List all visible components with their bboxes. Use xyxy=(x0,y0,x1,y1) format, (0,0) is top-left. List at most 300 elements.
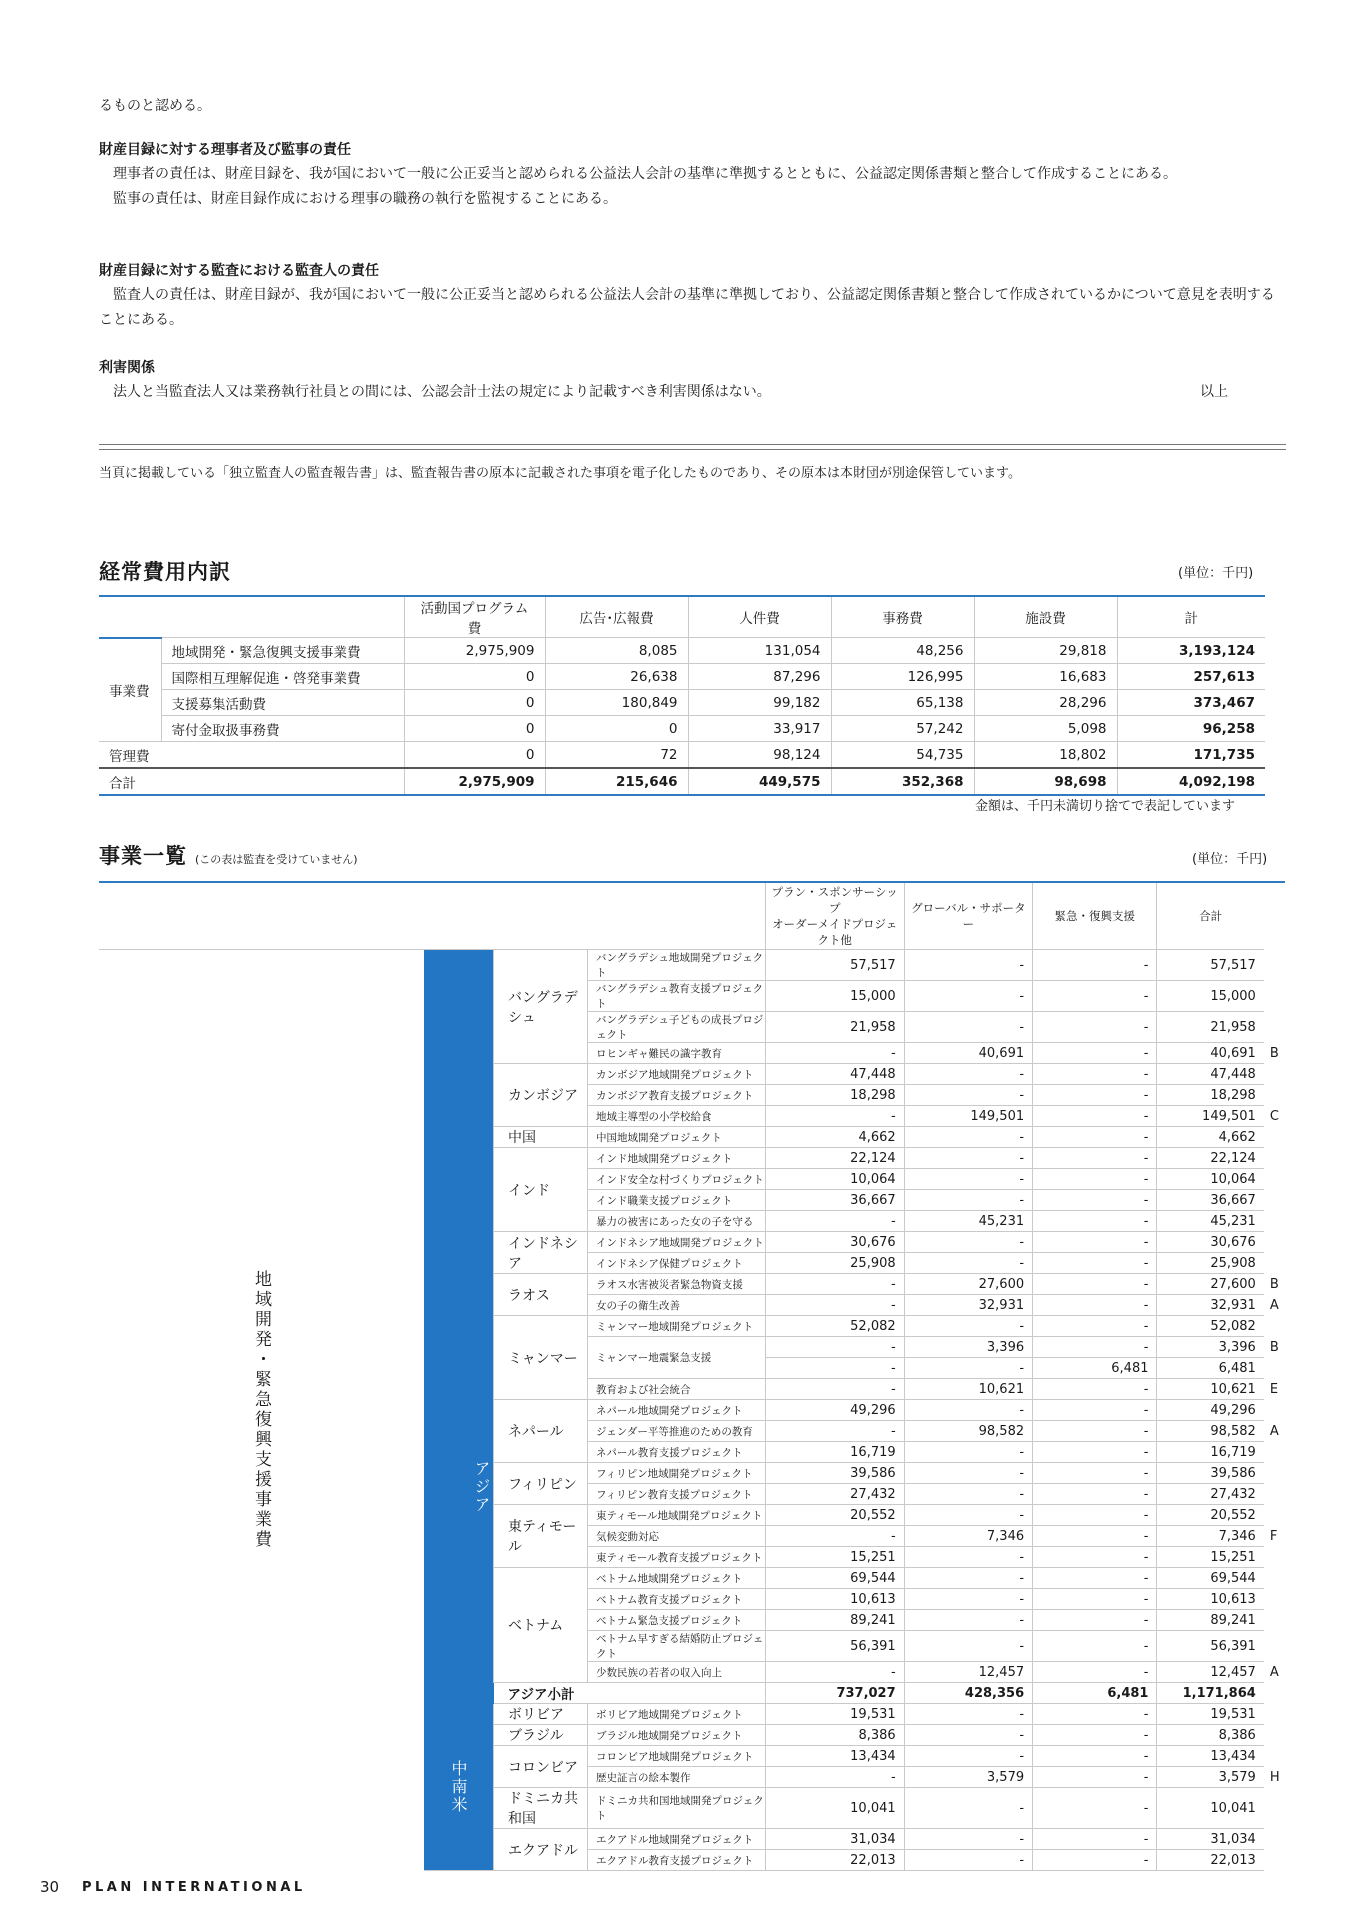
row-label: 地域開発・緊急復興支援事業費 xyxy=(161,638,404,664)
note-mark xyxy=(1264,1505,1285,1526)
intro-line: るものと認める。 xyxy=(99,98,211,114)
cell-value: - xyxy=(1033,1526,1157,1547)
cell-value: 26,638 xyxy=(545,664,688,690)
project-name: ロヒンギャ難民の識字教育 xyxy=(588,1043,766,1064)
cell-value: - xyxy=(1033,1148,1157,1169)
projects-title-text: 事業一覧 xyxy=(99,844,187,868)
col-header: 合計 xyxy=(1157,882,1264,950)
project-name: ネパール教育支援プロジェクト xyxy=(588,1442,766,1463)
cell-value: - xyxy=(765,1379,904,1400)
note-mark xyxy=(1264,1484,1285,1505)
cell-value: - xyxy=(765,1662,904,1683)
project-name: カンボジア教育支援プロジェクト xyxy=(588,1085,766,1106)
cell-value: 6,481 xyxy=(1033,1683,1157,1704)
project-name: バングラデシュ地域開発プロジェクト xyxy=(588,950,766,981)
note-mark xyxy=(1264,1568,1285,1589)
cell-value: 49,296 xyxy=(765,1400,904,1421)
cell-value: - xyxy=(765,1106,904,1127)
cell-value: 10,041 xyxy=(765,1788,904,1829)
cell-value: - xyxy=(904,1169,1032,1190)
region-asia-label: アジア xyxy=(424,950,494,1704)
row-label: 国際相互理解促進・啓発事業費 xyxy=(161,664,404,690)
cell-value: - xyxy=(1033,1127,1157,1148)
cell-value: 131,054 xyxy=(688,638,831,664)
cell-value: - xyxy=(1033,1043,1157,1064)
cell-value: - xyxy=(1033,1169,1157,1190)
note-mark: H xyxy=(1269,1769,1280,1785)
note-mark xyxy=(1264,981,1285,1012)
project-name: 地域主導型の小学校給食 xyxy=(588,1106,766,1127)
cell-value: - xyxy=(904,1232,1032,1253)
note-mark xyxy=(1264,1725,1285,1746)
cell-value: - xyxy=(1033,1085,1157,1106)
cell-value: 180,849 xyxy=(545,690,688,716)
project-name: 女の子の衛生改善 xyxy=(588,1295,766,1316)
cell-value: - xyxy=(904,1829,1032,1850)
cell-value: - xyxy=(765,1043,904,1064)
cell-value: 257,613 xyxy=(1117,664,1265,690)
cell-value: 47,448 xyxy=(765,1064,904,1085)
cell-value: 89,241 xyxy=(765,1610,904,1631)
cell-value: - xyxy=(1033,1725,1157,1746)
col-header xyxy=(765,882,904,950)
expense-row xyxy=(99,690,1265,716)
cell-value: - xyxy=(1033,1662,1157,1683)
cell-value: 27,432 xyxy=(1157,1484,1264,1505)
brand-logo: PLAN INTERNATIONAL xyxy=(82,1880,306,1895)
cell-value: 4,662 xyxy=(765,1127,904,1148)
project-name: ボリビア地域開発プロジェクト xyxy=(588,1704,766,1725)
cell-value: 352,368 xyxy=(831,768,974,795)
section-title: 利害関係 xyxy=(99,360,155,376)
col-header: 活動国プログラム費 xyxy=(404,596,545,638)
cell-value: 21,958 xyxy=(765,1012,904,1043)
col-header: 計 xyxy=(1117,596,1265,638)
country-label: ボリビア xyxy=(494,1704,588,1725)
cell-value: - xyxy=(1033,1274,1157,1295)
cell-value: - xyxy=(1033,1442,1157,1463)
note-mark: E xyxy=(1269,1381,1279,1397)
cell-value: 54,735 xyxy=(831,742,974,769)
cell-value: - xyxy=(904,1547,1032,1568)
cell-value: 39,586 xyxy=(1157,1463,1264,1484)
cell-value: 30,676 xyxy=(765,1232,904,1253)
note-mark xyxy=(1264,1169,1285,1190)
cell-value: 22,124 xyxy=(1157,1148,1264,1169)
paragraph: 理事者の責任は、財産目録を、我が国において一般に公正妥当と認められる公益法人会計の基準に準拠するとともに、公益認定関係書類と整合して作成することにある。 xyxy=(113,166,1177,182)
cell-value: - xyxy=(904,1589,1032,1610)
region-latam-label: 中南米 xyxy=(424,1704,494,1871)
cell-value: 32,931 xyxy=(904,1295,1032,1316)
col-header: 広告･広報費 xyxy=(545,596,688,638)
row-label: 寄付金取扱事務費 xyxy=(161,716,404,742)
note-mark xyxy=(1264,1085,1285,1106)
country-label: エクアドル xyxy=(494,1829,588,1871)
expense-footnote: 金額は、千円未満切り捨てで表記しています xyxy=(975,799,1236,814)
projects-subtitle: (この表は監査を受けていません) xyxy=(195,853,358,866)
note-mark: B xyxy=(1269,1339,1279,1355)
cell-value: - xyxy=(904,1505,1032,1526)
cell-value: 96,258 xyxy=(1117,716,1265,742)
cell-value: 2,975,909 xyxy=(404,768,545,795)
cell-value: 12,457 xyxy=(904,1662,1032,1683)
cell-value: 13,434 xyxy=(1157,1746,1264,1767)
project-name: 少数民族の若者の収入向上 xyxy=(588,1662,766,1683)
cell-value: - xyxy=(1033,981,1157,1012)
cell-value: 52,082 xyxy=(765,1316,904,1337)
cell-value: 31,034 xyxy=(765,1829,904,1850)
section-interest xyxy=(99,356,1287,405)
cell-value: 98,698 xyxy=(974,768,1117,795)
cell-value: 40,691 xyxy=(1157,1043,1264,1064)
cell-value: - xyxy=(904,1746,1032,1767)
expense-title: 経常費用内訳 xyxy=(99,560,231,584)
cell-value: - xyxy=(904,1725,1032,1746)
cell-value: 31,034 xyxy=(1157,1829,1264,1850)
project-name: 歴史証言の絵本製作 xyxy=(588,1767,766,1788)
cell-value: 373,467 xyxy=(1117,690,1265,716)
country-label: ドミニカ共和国 xyxy=(494,1788,588,1829)
col-header: 緊急・復興支援 xyxy=(1033,882,1157,950)
cell-value: 20,552 xyxy=(1157,1505,1264,1526)
cell-value: 15,251 xyxy=(1157,1547,1264,1568)
note-mark xyxy=(1264,1127,1285,1148)
country-label: インド xyxy=(494,1148,588,1232)
cell-value: - xyxy=(765,1211,904,1232)
col-header-line: オーダーメイドプロジェクト他 xyxy=(772,917,898,947)
cell-value: 27,432 xyxy=(765,1484,904,1505)
cell-value: - xyxy=(1033,1064,1157,1085)
project-name: ラオス水害被災者緊急物資支援 xyxy=(588,1274,766,1295)
section-auditor xyxy=(99,259,1287,333)
project-name: ネパール地域開発プロジェクト xyxy=(588,1400,766,1421)
header-row xyxy=(99,596,1265,638)
cell-value: 15,251 xyxy=(765,1547,904,1568)
cell-value: 36,667 xyxy=(1157,1190,1264,1211)
section-title: 財産目録に対する監査における監査人の責任 xyxy=(99,263,379,279)
cell-value: - xyxy=(904,1463,1032,1484)
cell-value: 18,298 xyxy=(1157,1085,1264,1106)
cell-value: 89,241 xyxy=(1157,1610,1264,1631)
cell-value: - xyxy=(1033,1829,1157,1850)
project-name: コロンビア地域開発プロジェクト xyxy=(588,1746,766,1767)
note-mark xyxy=(1264,1850,1285,1871)
project-name: 暴力の被害にあった女の子を守る xyxy=(588,1211,766,1232)
cell-value: 13,434 xyxy=(765,1746,904,1767)
cell-value: - xyxy=(904,1190,1032,1211)
cell-value: - xyxy=(904,1400,1032,1421)
country-label: コロンビア xyxy=(494,1746,588,1788)
cell-value: 2,975,909 xyxy=(404,638,545,664)
cell-value: - xyxy=(904,1631,1032,1662)
cell-value: 149,501 xyxy=(904,1106,1032,1127)
col-header-line: プラン・スポンサーシップ xyxy=(771,885,898,915)
cell-value: 56,391 xyxy=(765,1631,904,1662)
cell-value: - xyxy=(904,1064,1032,1085)
cell-value: 48,256 xyxy=(831,638,974,664)
cell-value: - xyxy=(1033,1484,1157,1505)
note-mark: A xyxy=(1269,1423,1279,1439)
note-mark xyxy=(1264,1631,1285,1662)
admin-row xyxy=(99,742,1265,769)
cell-value: 0 xyxy=(404,690,545,716)
paragraph: 監事の責任は、財産目録作成における理事の職務の執行を監視することにある。 xyxy=(113,191,617,207)
cell-value: - xyxy=(904,1012,1032,1043)
section-responsibility xyxy=(99,138,1287,212)
note: 当頁に掲載している「独立監査人の監査報告書」は、監査報告書の原本に記載された事項を電子化したものであり、その原本は本財団が別途保管しています。 xyxy=(99,466,1021,481)
country-label: 中国 xyxy=(494,1127,588,1148)
cell-value: 30,676 xyxy=(1157,1232,1264,1253)
cell-value: - xyxy=(904,1442,1032,1463)
cell-value: - xyxy=(904,1610,1032,1631)
cell-value: - xyxy=(1033,1379,1157,1400)
cell-value: 0 xyxy=(404,664,545,690)
project-name: インド職業支援プロジェクト xyxy=(588,1190,766,1211)
row-label: 支援募集活動費 xyxy=(161,690,404,716)
cell-value: - xyxy=(1033,1610,1157,1631)
cell-value: 10,613 xyxy=(765,1589,904,1610)
cell-value: 0 xyxy=(404,742,545,769)
project-name: ミャンマー地域開発プロジェクト xyxy=(588,1316,766,1337)
cell-value: - xyxy=(1033,1850,1157,1871)
cell-value: - xyxy=(765,1421,904,1442)
cell-value: 15,000 xyxy=(765,981,904,1012)
projects-unit: (単位：千円) xyxy=(1192,852,1268,867)
project-name: エクアドル教育支援プロジェクト xyxy=(588,1850,766,1871)
cell-value: 25,908 xyxy=(1157,1253,1264,1274)
cell-value: 36,667 xyxy=(765,1190,904,1211)
cell-value: - xyxy=(765,1526,904,1547)
cell-value: 29,818 xyxy=(974,638,1117,664)
cell-value: - xyxy=(904,981,1032,1012)
note-mark xyxy=(1264,1704,1285,1725)
cell-value: 0 xyxy=(545,716,688,742)
country-label: カンボジア xyxy=(494,1064,588,1127)
cell-value: - xyxy=(904,1316,1032,1337)
project-name: ベトナム教育支援プロジェクト xyxy=(588,1589,766,1610)
cell-value: 149,501 xyxy=(1157,1106,1264,1127)
note-mark xyxy=(1264,1358,1285,1379)
expense-row xyxy=(99,664,1265,690)
cell-value: 72 xyxy=(545,742,688,769)
cell-value: 8,386 xyxy=(765,1725,904,1746)
cell-value: - xyxy=(1033,1788,1157,1829)
cell-value: 69,544 xyxy=(1157,1568,1264,1589)
country-label: インドネシア xyxy=(494,1232,588,1274)
project-name: ジェンダー平等推進のための教育 xyxy=(588,1421,766,1442)
cell-value: 98,582 xyxy=(904,1421,1032,1442)
note-mark: A xyxy=(1269,1297,1279,1313)
cell-value: 4,662 xyxy=(1157,1127,1264,1148)
cell-value: 27,600 xyxy=(904,1274,1032,1295)
cell-value: - xyxy=(904,1148,1032,1169)
cell-value: 10,621 xyxy=(1157,1379,1264,1400)
cell-value: 16,719 xyxy=(765,1442,904,1463)
table-row xyxy=(99,950,1285,981)
country-label: バングラデシュ xyxy=(494,950,588,1064)
cell-value: 22,013 xyxy=(765,1850,904,1871)
cell-value: 32,931 xyxy=(1157,1295,1264,1316)
country-label: ブラジル xyxy=(494,1725,588,1746)
cell-value: 12,457 xyxy=(1157,1662,1264,1683)
cell-value: 25,908 xyxy=(765,1253,904,1274)
cell-value: - xyxy=(904,1788,1032,1829)
cell-value: 171,735 xyxy=(1117,742,1265,769)
cell-value: - xyxy=(1033,1190,1157,1211)
project-name: バングラデシュ子どもの成長プロジェクト xyxy=(588,1012,766,1043)
cell-value: 22,124 xyxy=(765,1148,904,1169)
cell-value: 16,719 xyxy=(1157,1442,1264,1463)
cell-value: - xyxy=(1033,1316,1157,1337)
note-mark: A xyxy=(1269,1664,1279,1680)
cell-value: - xyxy=(1033,1400,1157,1421)
project-name: インドネシア保健プロジェクト xyxy=(588,1253,766,1274)
note-mark xyxy=(1264,1746,1285,1767)
project-name: ベトナム早すぎる結婚防止プロジェクト xyxy=(588,1631,766,1662)
cell-value: 22,013 xyxy=(1157,1850,1264,1871)
cell-value: 57,517 xyxy=(1157,950,1264,981)
cell-value: - xyxy=(1033,1012,1157,1043)
cell-value: 57,517 xyxy=(765,950,904,981)
cell-value: 6,481 xyxy=(1033,1358,1157,1379)
note-mark: F xyxy=(1269,1528,1278,1544)
note-mark: C xyxy=(1269,1108,1279,1124)
project-name: 教育および社会統合 xyxy=(588,1379,766,1400)
cell-value: 4,092,198 xyxy=(1117,768,1265,795)
note-mark xyxy=(1264,1547,1285,1568)
note-mark xyxy=(1264,1064,1285,1085)
cell-value: 8,386 xyxy=(1157,1725,1264,1746)
note-mark xyxy=(1264,1316,1285,1337)
cell-value: 3,396 xyxy=(1157,1337,1264,1358)
project-name: インド安全な村づくりプロジェクト xyxy=(588,1169,766,1190)
note-mark: B xyxy=(1269,1045,1279,1061)
cell-value: 49,296 xyxy=(1157,1400,1264,1421)
country-label: 東ティモール xyxy=(494,1505,588,1568)
expense-unit: (単位：千円) xyxy=(1178,566,1254,581)
note-mark xyxy=(1264,1829,1285,1850)
cell-value: 3,579 xyxy=(904,1767,1032,1788)
col-header: 人件費 xyxy=(688,596,831,638)
cell-value: 15,000 xyxy=(1157,981,1264,1012)
note-mark xyxy=(1264,1148,1285,1169)
expense-row xyxy=(99,638,1265,664)
note-mark xyxy=(1264,1253,1285,1274)
col-header: 施設費 xyxy=(974,596,1117,638)
project-name: 東ティモール教育支援プロジェクト xyxy=(588,1547,766,1568)
cell-value: 126,995 xyxy=(831,664,974,690)
cell-value: - xyxy=(1033,1589,1157,1610)
cell-value: 7,346 xyxy=(904,1526,1032,1547)
cell-value: - xyxy=(1033,1253,1157,1274)
cell-value: 0 xyxy=(404,716,545,742)
expense-table xyxy=(99,595,1265,796)
project-name: カンボジア地域開発プロジェクト xyxy=(588,1064,766,1085)
cell-value: 3,579 xyxy=(1157,1767,1264,1788)
note-mark xyxy=(1264,1442,1285,1463)
paragraph: 法人と当監査法人又は業務執行社員との間には、公認会計士法の規定により記載すべき利害関係はない。 xyxy=(113,384,771,400)
project-name: ドミニカ共和国地域開発プロジェクト xyxy=(588,1788,766,1829)
cell-value: - xyxy=(1033,1463,1157,1484)
note-mark: B xyxy=(1269,1276,1279,1292)
project-name: ブラジル地域開発プロジェクト xyxy=(588,1725,766,1746)
cell-value: 18,802 xyxy=(974,742,1117,769)
cell-value: 33,917 xyxy=(688,716,831,742)
cell-value: - xyxy=(765,1337,904,1358)
cell-value: 40,691 xyxy=(904,1043,1032,1064)
cell-value: 39,586 xyxy=(765,1463,904,1484)
cell-value: 45,231 xyxy=(904,1211,1032,1232)
cell-value: - xyxy=(1033,1746,1157,1767)
col-header: 事務費 xyxy=(831,596,974,638)
cell-value: 28,296 xyxy=(974,690,1117,716)
cell-value: - xyxy=(904,1484,1032,1505)
note-mark xyxy=(1264,1211,1285,1232)
cell-value: 6,481 xyxy=(1157,1358,1264,1379)
cell-value: - xyxy=(1033,1295,1157,1316)
cell-value: - xyxy=(1033,1337,1157,1358)
cell-value: 10,613 xyxy=(1157,1589,1264,1610)
row-label: 合計 xyxy=(99,768,404,795)
cell-value: - xyxy=(1033,1631,1157,1662)
cell-value: - xyxy=(1033,1211,1157,1232)
project-name: ベトナム緊急支援プロジェクト xyxy=(588,1610,766,1631)
cell-value: - xyxy=(1033,950,1157,981)
project-name: フィリピン教育支援プロジェクト xyxy=(588,1484,766,1505)
cell-value: 20,552 xyxy=(765,1505,904,1526)
project-name: 東ティモール地域開発プロジェクト xyxy=(588,1505,766,1526)
cell-value: 99,182 xyxy=(688,690,831,716)
row-label: 管理費 xyxy=(99,742,404,769)
country-label: ベトナム xyxy=(494,1568,588,1683)
cell-value: - xyxy=(1033,1568,1157,1589)
cell-value: 8,085 xyxy=(545,638,688,664)
note-mark xyxy=(1264,950,1285,981)
expense-row xyxy=(99,716,1265,742)
cell-value: 428,356 xyxy=(904,1683,1032,1704)
project-name: ミャンマー地震緊急支援 xyxy=(588,1337,766,1379)
cell-value: - xyxy=(904,1850,1032,1871)
cell-value: - xyxy=(1033,1505,1157,1526)
cell-value: 21,958 xyxy=(1157,1012,1264,1043)
cell-value: - xyxy=(1033,1547,1157,1568)
cell-value: 3,193,124 xyxy=(1117,638,1265,664)
cell-value: - xyxy=(765,1274,904,1295)
cell-value: 3,396 xyxy=(904,1337,1032,1358)
cell-value: 7,346 xyxy=(1157,1526,1264,1547)
cell-value: 69,544 xyxy=(765,1568,904,1589)
cell-value: 27,600 xyxy=(1157,1274,1264,1295)
paragraph: 監査人の責任は、財産目録が、我が国において一般に公正妥当と認められる公益法人会計の基準に準拠しており、公益認定関係書類と整合して作成されているかについて意見を表明することにある。 xyxy=(99,287,1275,328)
note-mark xyxy=(1264,1400,1285,1421)
cell-value: 57,242 xyxy=(831,716,974,742)
cell-value: 5,098 xyxy=(974,716,1117,742)
note-mark xyxy=(1264,1012,1285,1043)
note-mark xyxy=(1264,1589,1285,1610)
col-header: グローバル・サポーター xyxy=(904,882,1032,950)
project-name: フィリピン地域開発プロジェクト xyxy=(588,1463,766,1484)
cell-value: - xyxy=(904,1085,1032,1106)
cell-value: - xyxy=(765,1295,904,1316)
country-label: ラオス xyxy=(494,1274,588,1316)
project-name: インドネシア地域開発プロジェクト xyxy=(588,1232,766,1253)
cell-value: 449,575 xyxy=(688,768,831,795)
note-mark xyxy=(1264,1232,1285,1253)
cell-value: 56,391 xyxy=(1157,1631,1264,1662)
cell-value: 47,448 xyxy=(1157,1064,1264,1085)
projects-title xyxy=(99,840,358,870)
cell-value: - xyxy=(1033,1106,1157,1127)
